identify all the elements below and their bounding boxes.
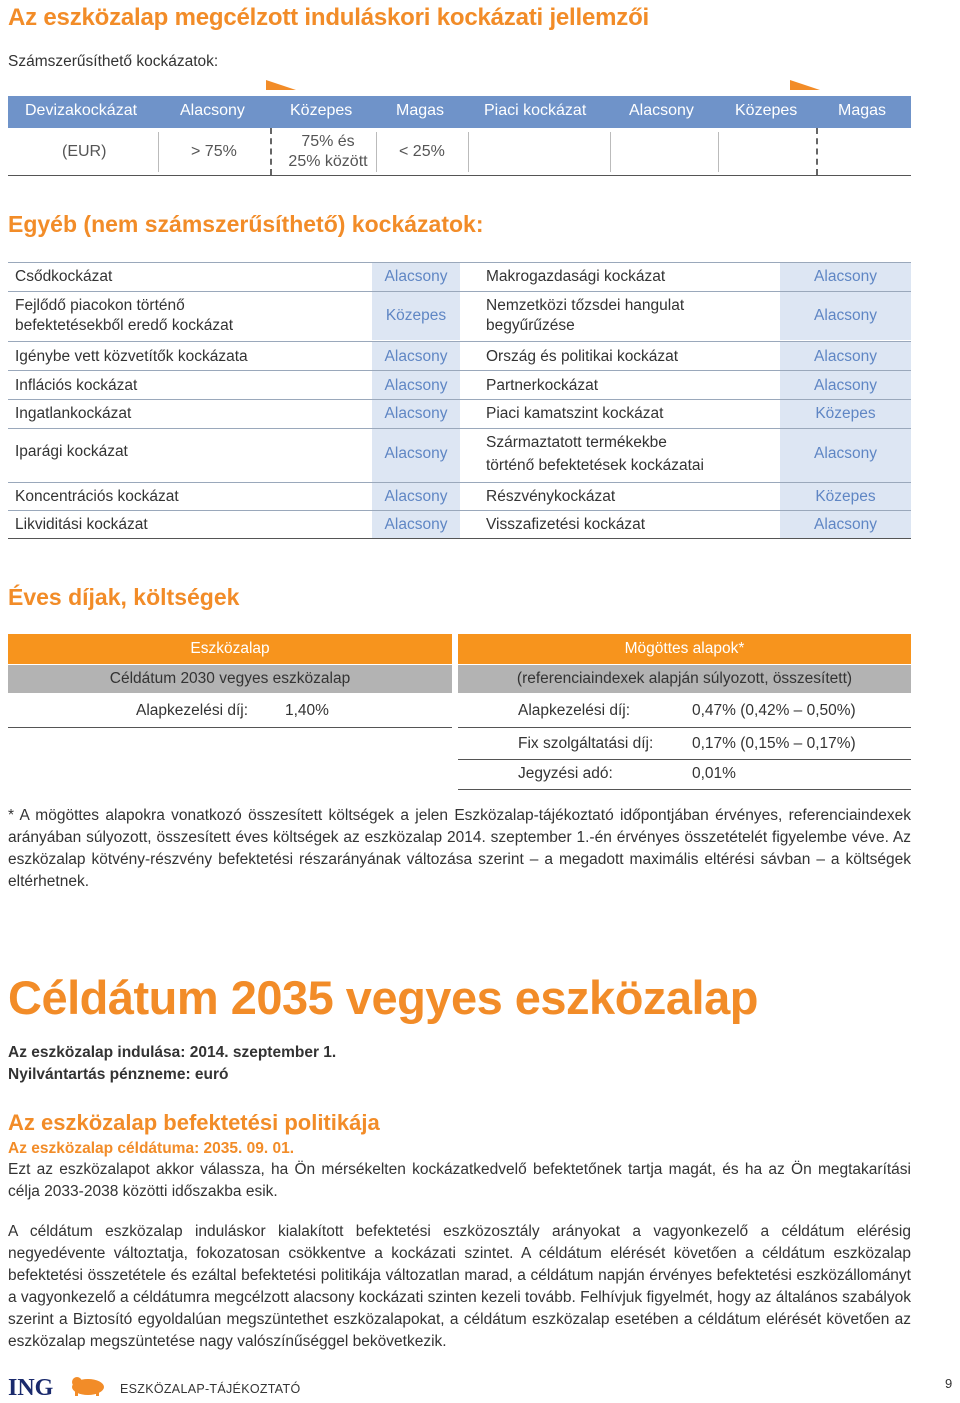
scale-header-mid-2: Közepes — [735, 102, 798, 119]
scale-header-high-2: Magas — [838, 102, 887, 119]
risk-scale-row — [8, 128, 911, 176]
risk-scale-header — [8, 96, 911, 128]
risk-value: Alacsony — [384, 488, 448, 505]
footer-doc-label: ESZKÖZALAP-TÁJÉKOZTATÓ — [120, 1382, 301, 1396]
risk-value: Alacsony — [814, 445, 877, 462]
fees-col1-sub: Céldátum 2030 vegyes eszközalap — [8, 665, 452, 693]
scale-header-high-1: Magas — [396, 102, 445, 119]
risk-value: Közepes — [815, 405, 876, 422]
risk-value: Alacsony — [814, 516, 877, 533]
risk-value: Alacsony — [384, 445, 448, 462]
fees-col1-header: Eszközalap — [8, 634, 452, 664]
fee-divider — [458, 727, 911, 728]
risk-label: Inflációs kockázat — [15, 377, 138, 394]
scale-low-value: > 75% — [191, 143, 237, 160]
fee-divider — [8, 727, 452, 728]
page-number: 9 — [945, 1376, 953, 1391]
scale-header-currency-risk: Devizakockázat — [25, 102, 138, 119]
scale-mid-value-line1: 75% és — [301, 133, 355, 150]
fees-col2-sub: (referenciaindexek alapján súlyozott, összesített) — [458, 665, 911, 693]
policy-paragraph-1: Ezt az eszközalapot akkor válassza, ha Ön mérsékelten kockázatkedvelő befektetőnek tartja magát, és ha az Ön megtakarítási célja 2033-2038 közötti időszakba esik. — [8, 1161, 911, 1200]
fund-fee-value: 1,40% — [285, 702, 329, 719]
risk-label: Ország és politikai kockázat — [486, 348, 679, 365]
underlying-fee-value: 0,17% (0,15% – 0,17%) — [692, 735, 856, 752]
risk-label: Származtatott termékekbe — [486, 434, 667, 451]
risk-value: Közepes — [385, 307, 447, 324]
risk-label: Ingatlankockázat — [15, 405, 132, 422]
scale-marker-line-2 — [816, 128, 818, 175]
risk-value: Alacsony — [384, 377, 448, 394]
ing-logo-text: ING — [8, 1375, 54, 1398]
risk-value: Alacsony — [814, 268, 877, 285]
risk-label: Likviditási kockázat — [15, 516, 148, 533]
scale-header-market-risk: Piaci kockázat — [484, 102, 587, 119]
risk-label: Nemzetközi tőzsdei hangulat — [486, 297, 685, 314]
other-risks-title: Egyéb (nem számszerűsíthető) kockázatok: — [8, 211, 484, 237]
scale-high-value: < 25% — [399, 143, 445, 160]
row-divider — [8, 538, 911, 539]
launch-date: Az eszközalap indulása: 2014. szeptember 1. — [8, 1044, 337, 1061]
scale-divider — [718, 132, 719, 172]
risk-value: Alacsony — [814, 377, 877, 394]
risk-label: Iparági kockázat — [15, 443, 128, 460]
fees-footnote: * A mögöttes alapokra vonatkozó összesített költségek a jelen Eszközalap-tájékoztató időpontjában érvényes, referenciaindexek arányában súlyozott, összesített éves költségek az eszközalap 2014. szeptember 1.-én érvényes összetételét figyelembe véve. Az eszközalap kötvény-részvény befektetési részarányának változása szerint – a megadott maximális eltérési sávban – a költségek eltérhetnek. — [8, 807, 911, 890]
risk-label: Igénybe vett közvetítők kockázata — [15, 348, 248, 365]
underlying-fee-value: 0,01% — [692, 765, 736, 782]
scale-header-low-2: Alacsony — [629, 102, 694, 119]
scale-divider — [468, 132, 469, 172]
risk-label-line2: befektetésekből eredő kockázat — [15, 317, 233, 334]
page-title: Az eszközalap megcélzott induláskori kockázati jellemzői — [8, 4, 650, 31]
lion-icon — [72, 1377, 104, 1396]
scale-mid-value-line2: 25% között — [288, 153, 368, 170]
risk-label: Csődkockázat — [15, 268, 113, 285]
risk-marker-market-icon — [790, 80, 820, 90]
risk-label: Fejlődő piacokon történő — [15, 297, 185, 314]
risk-value: Közepes — [815, 488, 876, 505]
risk-label: Piaci kamatszint kockázat — [486, 405, 664, 422]
risk-marker-currency-icon — [266, 80, 296, 90]
fee-divider — [458, 759, 911, 760]
scale-currency: (EUR) — [62, 143, 107, 160]
underlying-fee-label: Alapkezelési díj: — [518, 702, 631, 719]
policy-title: Az eszközalap befektetési politikája — [8, 1110, 380, 1135]
fund-fee-label: Alapkezelési díj: — [136, 702, 249, 719]
quantifiable-risks-label: Számszerűsíthető kockázatok: — [8, 53, 219, 70]
risk-value: Alacsony — [814, 348, 877, 365]
ing-logo — [8, 1374, 108, 1403]
scale-header-mid-1: Közepes — [290, 102, 353, 119]
risk-value: Alacsony — [384, 516, 448, 533]
scale-marker-line-1 — [270, 128, 272, 175]
fees-col2-header: Mögöttes alapok* — [458, 634, 911, 664]
scale-divider — [610, 132, 611, 172]
fee-divider — [458, 789, 911, 790]
risk-label-line2: begyűrűzése — [486, 317, 575, 334]
risk-value: Alacsony — [384, 348, 448, 365]
risk-label: Részvénykockázat — [486, 488, 616, 505]
target-date: Az eszközalap céldátuma: 2035. 09. 01. — [8, 1140, 295, 1157]
fees-title: Éves díjak, költségek — [8, 584, 240, 610]
scale-header-low-1: Alacsony — [180, 102, 245, 119]
risk-label-line2: történő befektetések kockázatai — [486, 457, 704, 474]
risk-value: Alacsony — [384, 268, 448, 285]
risk-value: Alacsony — [384, 405, 448, 422]
risk-label: Makrogazdasági kockázat — [486, 268, 666, 285]
risk-label: Koncentrációs kockázat — [15, 488, 179, 505]
underlying-fee-label: Jegyzési adó: — [518, 765, 613, 782]
risk-value: Alacsony — [814, 307, 877, 324]
scale-divider — [376, 132, 377, 172]
risk-label: Partnerkockázat — [486, 377, 598, 394]
scale-divider — [158, 132, 159, 172]
underlying-fee-value: 0,47% (0,42% – 0,50%) — [692, 702, 856, 719]
underlying-fee-label: Fix szolgáltatási díj: — [518, 735, 654, 752]
risk-label: Visszafizetési kockázat — [486, 516, 646, 533]
policy-paragraph-2: A céldátum eszközalap induláskor kialakított befektetési eszközosztály arányokat a vagyonkezelő a céldátum elérésig negyedévente változtatja, fokozatosan csökkentve a kockázati szintet. A céldátum elérését követően a céldátum eszközalap befektetési összetétele és ezáltal befektetési politikája változatlan marad, a céldátum napján érvényes befektetési eszközállományt a vagyonkezelő a céldátumra megcélzott alacsony kockázati szinten kezeli tovább. Felhívjuk figyelmét, hogy az általános szabályok szerint a Biztosító egyoldalúan megszüntethet eszközalapokat, a céldátum eszközalap esetében a céldátum elérését követően az eszközalap megszüntetése nagy valószínűséggel bekövetkezik. — [8, 1223, 911, 1350]
currency-info: Nyilvántartás pénzneme: euró — [8, 1066, 229, 1083]
fund-2035-title: Céldátum 2035 vegyes eszközalap — [8, 971, 758, 1024]
